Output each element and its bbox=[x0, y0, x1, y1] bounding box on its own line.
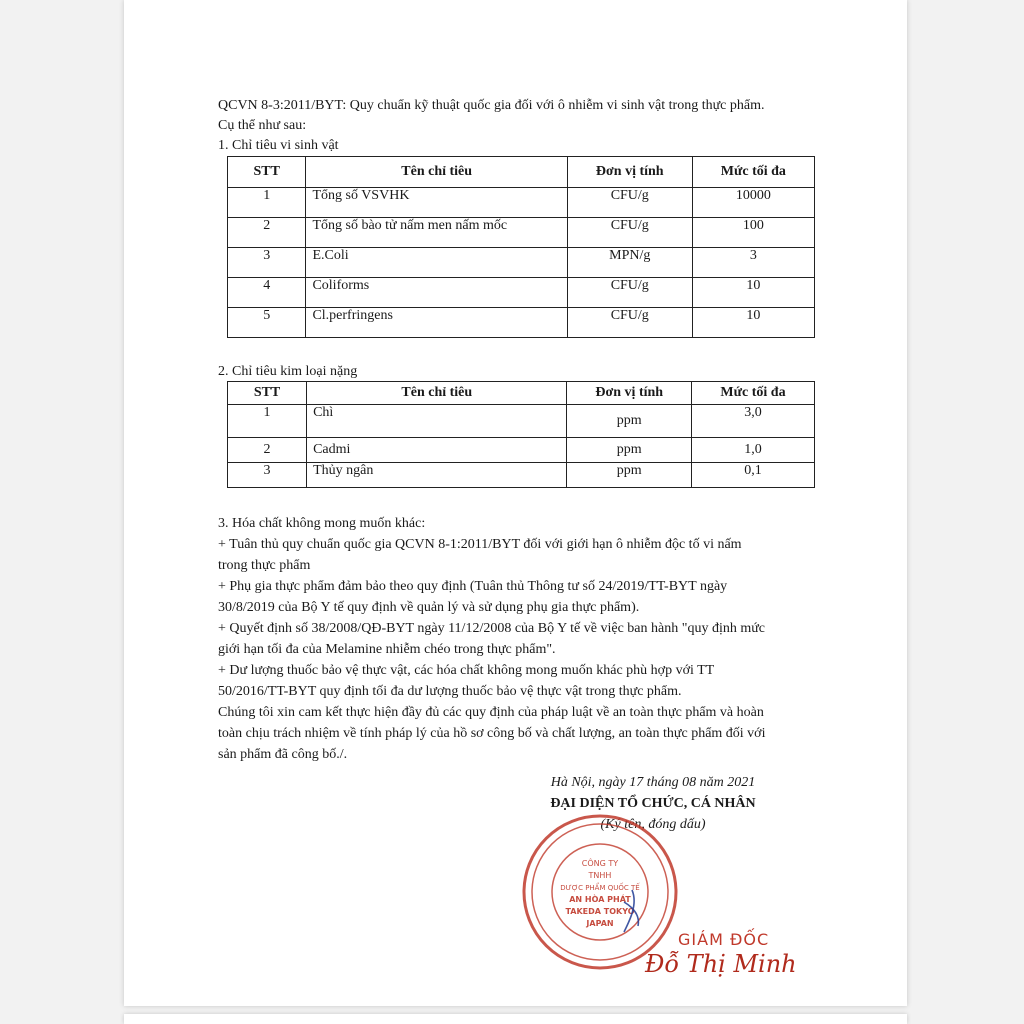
microbial-table bbox=[227, 156, 815, 338]
col-header: Tên chỉ tiêu bbox=[306, 157, 567, 188]
section1-title: 1. Chỉ tiêu vi sinh vật bbox=[218, 138, 339, 153]
cell: 3 bbox=[228, 248, 306, 278]
paragraph-line: + Dư lượng thuốc bảo vệ thực vật, các hóa chất không mong muốn khác phù hợp với TT bbox=[218, 663, 715, 678]
col-header: STT bbox=[228, 382, 307, 405]
cell: Thủy ngân bbox=[307, 463, 567, 488]
cell: 5 bbox=[228, 308, 306, 338]
company-seal bbox=[520, 812, 680, 972]
stamp-line: JAPAN bbox=[586, 919, 614, 928]
cell: Tổng số bào tử nấm men nấm mốc bbox=[306, 218, 567, 248]
cell: 1,0 bbox=[692, 438, 815, 463]
paragraph-line: toàn chịu trách nhiệm về tính pháp lý của hồ sơ công bố và chất lượng, an toàn thực phẩm đối với bbox=[218, 726, 766, 741]
cell: 4 bbox=[228, 278, 306, 308]
col-header: Đơn vị tính bbox=[567, 382, 692, 405]
paragraph-line: trong thực phẩm bbox=[218, 558, 311, 573]
stamp-line: CÔNG TY bbox=[581, 859, 619, 868]
table-row bbox=[228, 438, 815, 463]
stamp-line: DƯỢC PHẨM QUỐC TẾ bbox=[560, 884, 640, 892]
cell: 10 bbox=[692, 308, 814, 338]
section2-title: 2. Chỉ tiêu kim loại nặng bbox=[218, 364, 358, 379]
table-row bbox=[228, 405, 815, 438]
signature-note: (Ký tên, đóng dấu) bbox=[600, 817, 706, 832]
cell: 1 bbox=[228, 188, 306, 218]
paragraph-line: + Quyết định số 38/2008/QĐ-BYT ngày 11/12/2008 của Bộ Y tế về việc ban hành "quy định mức bbox=[218, 621, 766, 636]
col-header: Mức tối đa bbox=[692, 157, 814, 188]
cell: MPN/g bbox=[567, 248, 692, 278]
section3-title: 3. Hóa chất không mong muốn khác: bbox=[218, 516, 426, 531]
cell: Cl.perfringens bbox=[306, 308, 567, 338]
table-row bbox=[228, 218, 815, 248]
director-name: Đỗ Thị Minh bbox=[645, 950, 797, 978]
intro-line-2: Cụ thể như sau: bbox=[218, 118, 307, 133]
cell: CFU/g bbox=[567, 278, 692, 308]
next-page-edge bbox=[124, 1014, 907, 1024]
paragraph-line: + Tuân thủ quy chuẩn quốc gia QCVN 8-1:2011/BYT đối với giới hạn ô nhiễm độc tố vi nấm bbox=[218, 537, 742, 552]
stamp-line: TNHH bbox=[588, 871, 612, 880]
col-header: Mức tối đa bbox=[692, 382, 815, 405]
signature-date: Hà Nội, ngày 17 tháng 08 năm 2021 bbox=[550, 775, 756, 790]
section2-heading bbox=[218, 362, 818, 382]
col-header: Tên chỉ tiêu bbox=[307, 382, 567, 405]
col-header: STT bbox=[228, 157, 306, 188]
cell: CFU/g bbox=[567, 218, 692, 248]
cell: ppm bbox=[567, 405, 692, 438]
cell: Coliforms bbox=[306, 278, 567, 308]
paragraph-line: + Phụ gia thực phẩm đảm bảo theo quy định (Tuân thủ Thông tư số 24/2019/TT-BYT ngày bbox=[218, 579, 728, 594]
table-row bbox=[228, 188, 815, 218]
cell: ppm bbox=[567, 438, 692, 463]
cell: 10 bbox=[692, 278, 814, 308]
paragraph-line: 50/2016/TT-BYT quy định tối đa dư lượng thuốc bảo vệ thực vật trong thực phẩm. bbox=[218, 684, 682, 699]
cell: 1 bbox=[228, 405, 307, 438]
cell: 3 bbox=[692, 248, 814, 278]
cell: 3 bbox=[228, 463, 307, 488]
paragraph-line: giới hạn tối đa của Melamine nhiễm chéo trong thực phẩm". bbox=[218, 642, 556, 657]
cell: CFU/g bbox=[567, 188, 692, 218]
section3 bbox=[218, 513, 818, 765]
cell: E.Coli bbox=[306, 248, 567, 278]
table-row bbox=[228, 308, 815, 338]
col-header: Đơn vị tính bbox=[567, 157, 692, 188]
cell: Tổng số VSVHK bbox=[306, 188, 567, 218]
cell: Cadmi bbox=[307, 438, 567, 463]
cell: 3,0 bbox=[692, 405, 815, 438]
heavy-metal-table bbox=[227, 381, 815, 488]
paragraph-line: 30/8/2019 của Bộ Y tế quy định về quản lý và sử dụng phụ gia thực phẩm). bbox=[218, 600, 640, 615]
cell: ppm bbox=[567, 463, 692, 488]
cell: 2 bbox=[228, 438, 307, 463]
paragraph-line: sản phẩm đã công bố./. bbox=[218, 747, 348, 762]
cell: 10000 bbox=[692, 188, 814, 218]
intro bbox=[218, 96, 818, 156]
cell: 2 bbox=[228, 218, 306, 248]
table-row bbox=[228, 463, 815, 488]
cell: Chì bbox=[307, 405, 567, 438]
signature-org: ĐẠI DIỆN TỔ CHỨC, CÁ NHÂN bbox=[550, 796, 756, 811]
stamp-line: AN HÒA PHÁT bbox=[569, 895, 631, 904]
intro-line-1: QCVN 8-3:2011/BYT: Quy chuẩn kỹ thuật quốc gia đối với ô nhiễm vi sinh vật trong thực phẩm. bbox=[218, 98, 765, 113]
cell: 0,1 bbox=[692, 463, 815, 488]
cell: CFU/g bbox=[567, 308, 692, 338]
cell: 100 bbox=[692, 218, 814, 248]
stamp-line: TAKEDA TOKYO bbox=[565, 907, 635, 916]
table-row bbox=[228, 278, 815, 308]
table-row bbox=[228, 248, 815, 278]
director-title: GIÁM ĐỐC bbox=[678, 930, 770, 949]
paragraph-line: Chúng tôi xin cam kết thực hiện đầy đủ các quy định của pháp luật về an toàn thực phẩm và hoàn bbox=[218, 705, 764, 720]
